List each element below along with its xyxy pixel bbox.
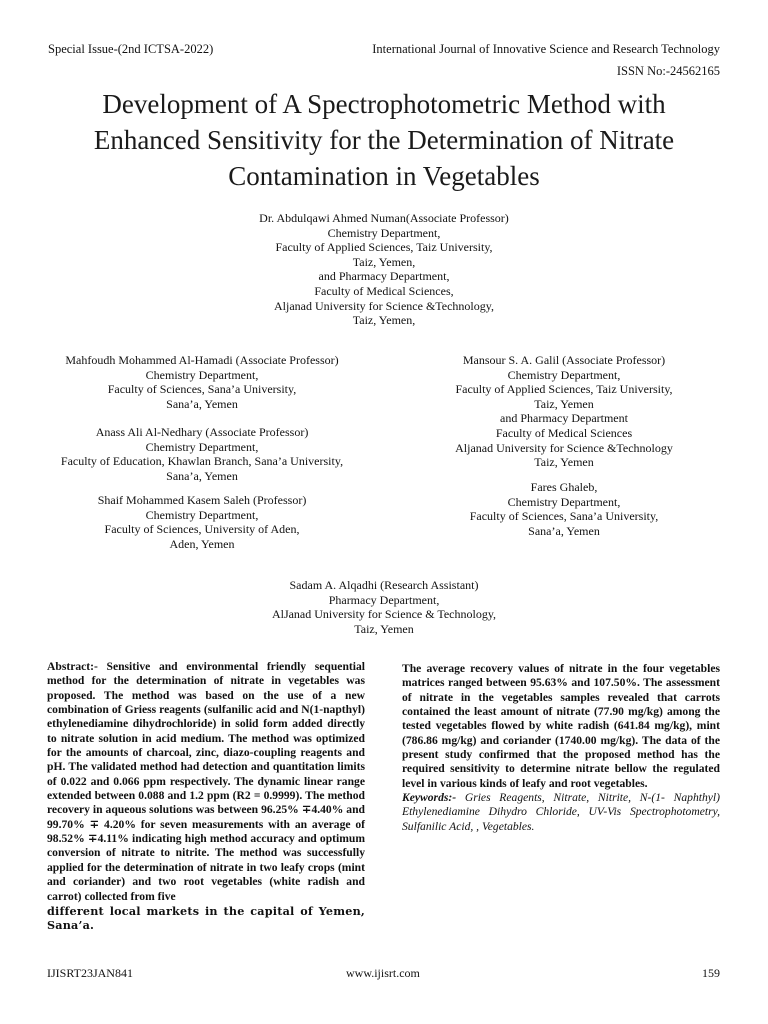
author-line: AlJanad University for Science & Technology, — [271, 607, 497, 622]
author-line: Taiz, Yemen, — [352, 313, 416, 328]
title-line: Contamination in Vegetables — [228, 161, 540, 191]
issn-number: ISSN No:-24562165 — [616, 64, 720, 78]
author-line: Chemistry Department, — [507, 367, 621, 382]
abstract-label: Abstract:- — [47, 660, 98, 673]
author-block-ghaleb — [404, 480, 724, 538]
author-line: Chemistry Department, — [145, 439, 259, 454]
running-header-right: International Journal of Innovative Science and Research Technology — [372, 42, 720, 56]
keywords-text: Gries Reagents, Nitrate, Nitrite, N-(1- Naphthyl) Ethylenediamine Dihydro Chloride, UV-Vis Spectrophotometry, Sulfanilic Acid, , Vegetables. — [402, 791, 720, 833]
author-block-alqadhi — [84, 578, 684, 636]
author-line: Anass Ali Al-Nedhary (Associate Professor) — [95, 425, 309, 439]
author-line: Sana’a, Yemen — [166, 396, 238, 411]
author-line: Shaif Mohammed Kasem Saleh (Professor) — [97, 493, 307, 507]
author-line: Aljanad University for Science &Technology — [455, 440, 673, 455]
author-block-al-nedhary — [40, 425, 364, 483]
footer-article-id: IJISRT23JAN841 — [47, 966, 133, 980]
author-line: Faculty of Medical Sciences — [495, 425, 633, 440]
author-line: Mahfoudh Mohammed Al-Hamadi (Associate Professor) — [65, 353, 339, 367]
author-block-galil — [404, 353, 724, 470]
author-line: Chemistry Department, — [507, 494, 621, 509]
title-line: Development of A Spectrophotometric Method with — [102, 89, 666, 119]
author-line: Faculty of Applied Sciences, Taiz University, — [455, 382, 673, 397]
abstract-left-column — [47, 660, 365, 933]
author-line: Chemistry Department, — [327, 225, 441, 240]
author-line: Dr. Abdulqawi Ahmed Numan(Associate Professor) — [259, 211, 509, 225]
author-line: Faculty of Applied Sciences, Taiz University, — [275, 240, 493, 255]
keywords-paragraph — [402, 791, 720, 834]
author-line: Faculty of Sciences, University of Aden, — [104, 522, 300, 537]
author-line: Sana’a, Yemen — [528, 523, 600, 538]
author-line: Pharmacy Department, — [328, 592, 440, 607]
author-line: Taiz, Yemen — [534, 455, 594, 470]
author-line: Mansour S. A. Galil (Associate Professor) — [462, 353, 666, 367]
author-line: Faculty of Sciences, Sana’a University, — [469, 509, 659, 524]
author-line: Chemistry Department, — [145, 367, 259, 382]
author-line: Aden, Yemen — [169, 536, 235, 551]
abstract-right-column — [402, 662, 720, 834]
abstract-last-line: different local markets in the capital of Yemen, Sana’a. — [47, 903, 365, 933]
author-line: Faculty of Sciences, Sana’a University, — [107, 382, 297, 397]
running-header-left: Special Issue-(2nd ICTSA-2022) — [48, 42, 214, 56]
paper-title — [30, 86, 738, 194]
abstract-paragraph — [47, 660, 365, 904]
author-line: Faculty of Education, Khawlan Branch, Sana’a University, — [60, 454, 344, 469]
footer-page-number: 159 — [702, 966, 720, 980]
author-line: Taiz, Yemen — [534, 396, 594, 411]
abstract-text: Sensitive and environmental friendly sequential method for the determination of nitrate in vegetables was proposed. The method was based on the use of a new combination of Griess reagents (sulfanilic acid and N(1-napthyl) ethylenediamine dihydrochloride) in solid form added directly to nitrate solution in acid medium. The method was optimized for the amounts of charcoal, zinc, diazo-coupling reagents and pH. The validated method had detection and quantitation limits of 0.022 and 0.066 ppm respectively. The dynamic linear range extended between 0.088 and 1.2 ppm (R2 = 0.9999). The method recovery in aqueous solutions was between 96.25% ∓4.40% and 99.70% ∓ 4.20% for seven measurements with an average of 98.52% ∓4.11% indicating high method accuracy and optimum conversion of nitrate to nitrite. The method was successfully applied for the determination of nitrate in two leafy crops (mint and coriander) and two root vegetables (white radish and carrot) collected from five — [47, 660, 365, 903]
abstract-continued-text: The average recovery values of nitrate in the four vegetables matrices ranged between 95.63% and 107.50%. The assessment of nitrate in the vegetables samples revealed that carrots contained the least amount of nitrate (77.90 mg/kg) among the tested vegetables flowed by white radish (641.84 mg/kg), mint (786.86 mg/kg) and coriander (1740.00 mg/kg). The data of the present study confirmed that the proposed method has the required sensitivity to determine nitrate bellow the regulated level in various kinds of leafy and root vegetables. — [402, 662, 720, 790]
author-line: Taiz, Yemen — [354, 621, 414, 636]
author-line: Sana’a, Yemen — [166, 468, 238, 483]
author-line: Faculty of Medical Sciences, — [314, 283, 454, 298]
title-line: Enhanced Sensitivity for the Determination of Nitrate — [93, 125, 675, 155]
footer-journal-url[interactable]: www.ijisrt.com — [346, 966, 420, 980]
author-block-saleh — [40, 493, 364, 551]
author-line: Aljanad University for Science &Technology, — [274, 298, 494, 313]
author-line: Fares Ghaleb, — [530, 480, 598, 494]
keywords-label: Keywords:- — [402, 791, 457, 805]
author-line: Chemistry Department, — [145, 507, 259, 522]
author-line: Sadam A. Alqadhi (Research Assistant) — [289, 578, 479, 592]
author-line: and Pharmacy Department — [500, 411, 628, 426]
author-line: and Pharmacy Department, — [318, 269, 450, 284]
main-author-block — [84, 211, 684, 328]
author-line: Taiz, Yemen, — [352, 254, 416, 269]
author-block-al-hamadi — [40, 353, 364, 411]
